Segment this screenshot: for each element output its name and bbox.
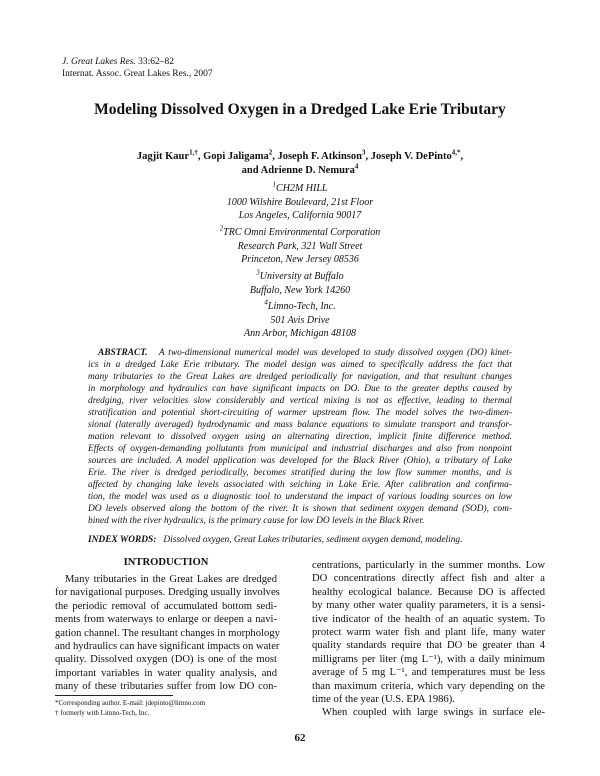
- page-number: 62: [294, 732, 306, 744]
- affiliation-sup: 4: [264, 298, 268, 307]
- abstract-text: sional (laterally averaged) hydrodynamic and mass balance equations to simulate transport and transfor-: [88, 420, 512, 430]
- abstract-text: many tributaries to the Great Lakes are dredged periodically for navigation, and that resultant changes: [88, 372, 512, 382]
- index-words: [88, 534, 462, 546]
- paragraph-line: tive indicator of the health of an aquatic system. To: [312, 613, 545, 625]
- affiliation-block: [0, 182, 600, 223]
- footnote-corresponding: *Corresponding author. E-mail: jdepinto@limno.com: [55, 699, 206, 707]
- volume-pages: 33:62–82: [135, 57, 175, 67]
- abstract-line: [88, 479, 512, 491]
- affiliation-text: University at Buffalo: [259, 271, 344, 282]
- abstract-text: A two-dimensional numerical model was developed to study dissolved oxygen (DO) kinet-: [158, 348, 512, 358]
- abstract: [88, 347, 512, 527]
- body-column-left: [55, 573, 280, 694]
- affiliation-sup: 3: [256, 268, 260, 277]
- paragraph-line: than maximum criteria, which vary depending on the: [312, 680, 545, 692]
- abstract-text: ics in a dredged Lake Erie tributary. The model design was aimed to specifically address the fact that: [88, 360, 512, 370]
- affiliation-line: [0, 284, 600, 298]
- journal-name: J. Great Lakes Res.: [62, 57, 136, 67]
- author-name: , Gopi Jaligama: [197, 151, 269, 162]
- abstract-line: [88, 515, 512, 527]
- abstract-line: [88, 347, 512, 359]
- affiliation-text: Buffalo, New York 14260: [249, 284, 351, 296]
- abstract-text: sources are included. A model application was developed for the Black River (Ohio), a tributary of Lake: [88, 456, 512, 466]
- affiliation-block: [0, 226, 600, 267]
- author-name: ,: [460, 151, 464, 162]
- author-name: , Joseph V. DePinto: [365, 151, 452, 162]
- journal-header: [62, 56, 213, 80]
- author-line-1: [0, 150, 600, 164]
- paragraph-line: ments from waterways to enlarge or deepen a navi-: [55, 614, 277, 626]
- affiliation-sup: 1: [272, 180, 277, 189]
- abstract-line: [88, 359, 512, 371]
- author-sup: 3: [361, 148, 366, 157]
- paragraph-line: milligrams per liter (mg L⁻¹), with a daily minimum: [312, 653, 545, 665]
- affiliation-line: [0, 226, 600, 240]
- affiliation-line: [0, 209, 600, 223]
- abstract-text: Effects of oxygen-demanding pollutants from municipal and industrial discharges and also from nonpoint: [88, 444, 512, 454]
- paragraph-line: time of the year (U.S. EPA 1986).: [312, 694, 455, 706]
- author-name: , Joseph F. Atkinson: [272, 151, 362, 162]
- paragraph-line: the periodic removal of accumulated bottom sedi-: [55, 600, 277, 612]
- index-words-text: Dissolved oxygen, Great Lakes tributaries, sediment oxygen demand, modeling.: [163, 535, 463, 545]
- paragraph-line: for navigational purposes. Dredging usually involves: [55, 587, 280, 599]
- abstract-text: dredging, river velocities slow considerably and vertical mixing is not as effective, leading to thermal: [88, 396, 512, 406]
- author-sup: 4,*: [451, 148, 461, 157]
- author-list: [0, 150, 600, 178]
- abstract-line: [88, 383, 512, 395]
- abstract-text: in morphology and hydraulics can have significant impacts on DO. Due to the greater depths caused by: [88, 384, 512, 394]
- abstract-line: [88, 395, 512, 407]
- abstract-text: mation relevant to dissolved oxygen using an alternating direction, implicit finite difference method.: [88, 432, 512, 442]
- author-sup: 4: [354, 162, 359, 171]
- affiliation-text: TRC Omni Environmental Corporation: [223, 227, 381, 238]
- abstract-line: [88, 467, 512, 479]
- publisher: Internat. Assoc. Great Lakes Res., 2007: [62, 69, 213, 79]
- affiliation-text: Ann Arbor, Michigan 48108: [243, 328, 357, 340]
- paragraph-line: and hydraulics can have significant impacts on water: [55, 641, 280, 653]
- paragraph-line: centrations, particularly in the summer months. Low: [312, 560, 545, 571]
- paragraph-line: important variables in water quality analysis, and: [55, 667, 277, 679]
- affiliation-block: [0, 270, 600, 297]
- affiliation-text: 1000 Wilshire Boulevard, 21st Floor: [226, 196, 374, 208]
- abstract-line: [88, 443, 512, 455]
- affiliation-text: Limno-Tech, Inc.: [267, 301, 336, 312]
- abstract-line: [88, 407, 512, 419]
- paragraph-line: DO concentrations directly affect fish and alter a: [312, 573, 545, 585]
- paragraph-line: When coupled with large swings in surface ele-: [322, 707, 545, 719]
- paragraph-line: healthy ecological balance. Because DO is affected: [312, 586, 545, 598]
- affiliation-line: [0, 314, 600, 328]
- abstract-text: DO levels observed along the bottom of the river. It is shown that sediment oxygen demand (SOD), com-: [88, 504, 512, 514]
- affiliation-line: [0, 240, 600, 254]
- abstract-line: [88, 503, 512, 515]
- abstract-text: tion, the model was used as a diagnostic tool to understand the impact of various loading sources on low: [88, 492, 512, 502]
- author-name: Jagjit Kaur: [136, 151, 190, 162]
- abstract-line: [88, 371, 512, 383]
- paragraph-line: many of these tributaries suffer from low DO con-: [55, 681, 277, 693]
- footnote-former: † formerly with Limno-Tech, Inc.: [55, 709, 150, 717]
- paragraph-line: Many tributaries in the Great Lakes are dredged: [65, 574, 277, 585]
- abstract-line: [88, 455, 512, 467]
- index-words-label: INDEX WORDS:: [88, 535, 157, 545]
- affiliation-block: [0, 300, 600, 341]
- paragraph-line: gation channel. The resultant changes in morphology: [55, 627, 280, 639]
- affiliation-line: [0, 196, 600, 210]
- author-line-2: [0, 164, 600, 178]
- paragraph-line: by many other water quality parameters, it is a sensi-: [312, 600, 545, 612]
- affiliation-text: Research Park, 321 Wall Street: [237, 240, 363, 252]
- section-heading: INTRODUCTION: [123, 557, 209, 568]
- paragraph-line: quality standards require that DO be greater than 4: [312, 640, 545, 652]
- abstract-line: [88, 419, 512, 431]
- author-sup: 2: [268, 148, 273, 157]
- affiliation-text: CH2M HILL: [276, 183, 328, 194]
- affiliation-text: 501 Avis Drive: [270, 314, 330, 326]
- paragraph-line: protect warm water fish and plant life, many water: [312, 627, 545, 639]
- abstract-text: stratification and potential short-circuiting of warmer upstream flow. The model solves the two-dimen-: [88, 408, 512, 418]
- paragraph-line: average of 5 mg L⁻¹, and temperatures must be less: [312, 667, 545, 679]
- author-name: and Adrienne D. Nemura: [241, 165, 355, 176]
- affiliation-line: [0, 327, 600, 341]
- affiliation-line: [0, 182, 600, 196]
- affiliation-line: [0, 253, 600, 267]
- affiliation-sup: 2: [219, 224, 224, 233]
- author-sup: 1,†: [189, 148, 198, 157]
- abstract-label: ABSTRACT.: [98, 348, 148, 358]
- paragraph-line: quality. Dissolved oxygen (DO) is one of the most: [55, 654, 277, 666]
- abstract-text: bined with the river hydraulics, is the primary cause for low DO levels in the Black River.: [88, 516, 425, 526]
- affiliation-text: Princeton, New Jersey 08536: [241, 254, 359, 266]
- footnote-rule: [55, 695, 173, 696]
- abstract-text: Erie. The river is dredged periodically, becomes stratified during the low flow summer months, and is: [88, 468, 512, 478]
- paper-title: Modeling Dissolved Oxygen in a Dredged Lake Erie Tributary: [94, 101, 506, 118]
- affiliation-text: Los Angeles, California 90017: [238, 210, 362, 222]
- abstract-text: affected by changing lake levels associated with seiching in Lake Erie. After calibration and confirma-: [88, 480, 512, 490]
- affiliation-line: [0, 270, 600, 284]
- affiliation-line: [0, 300, 600, 314]
- abstract-line: [88, 491, 512, 503]
- body-column-right: [312, 559, 545, 720]
- abstract-line: [88, 431, 512, 443]
